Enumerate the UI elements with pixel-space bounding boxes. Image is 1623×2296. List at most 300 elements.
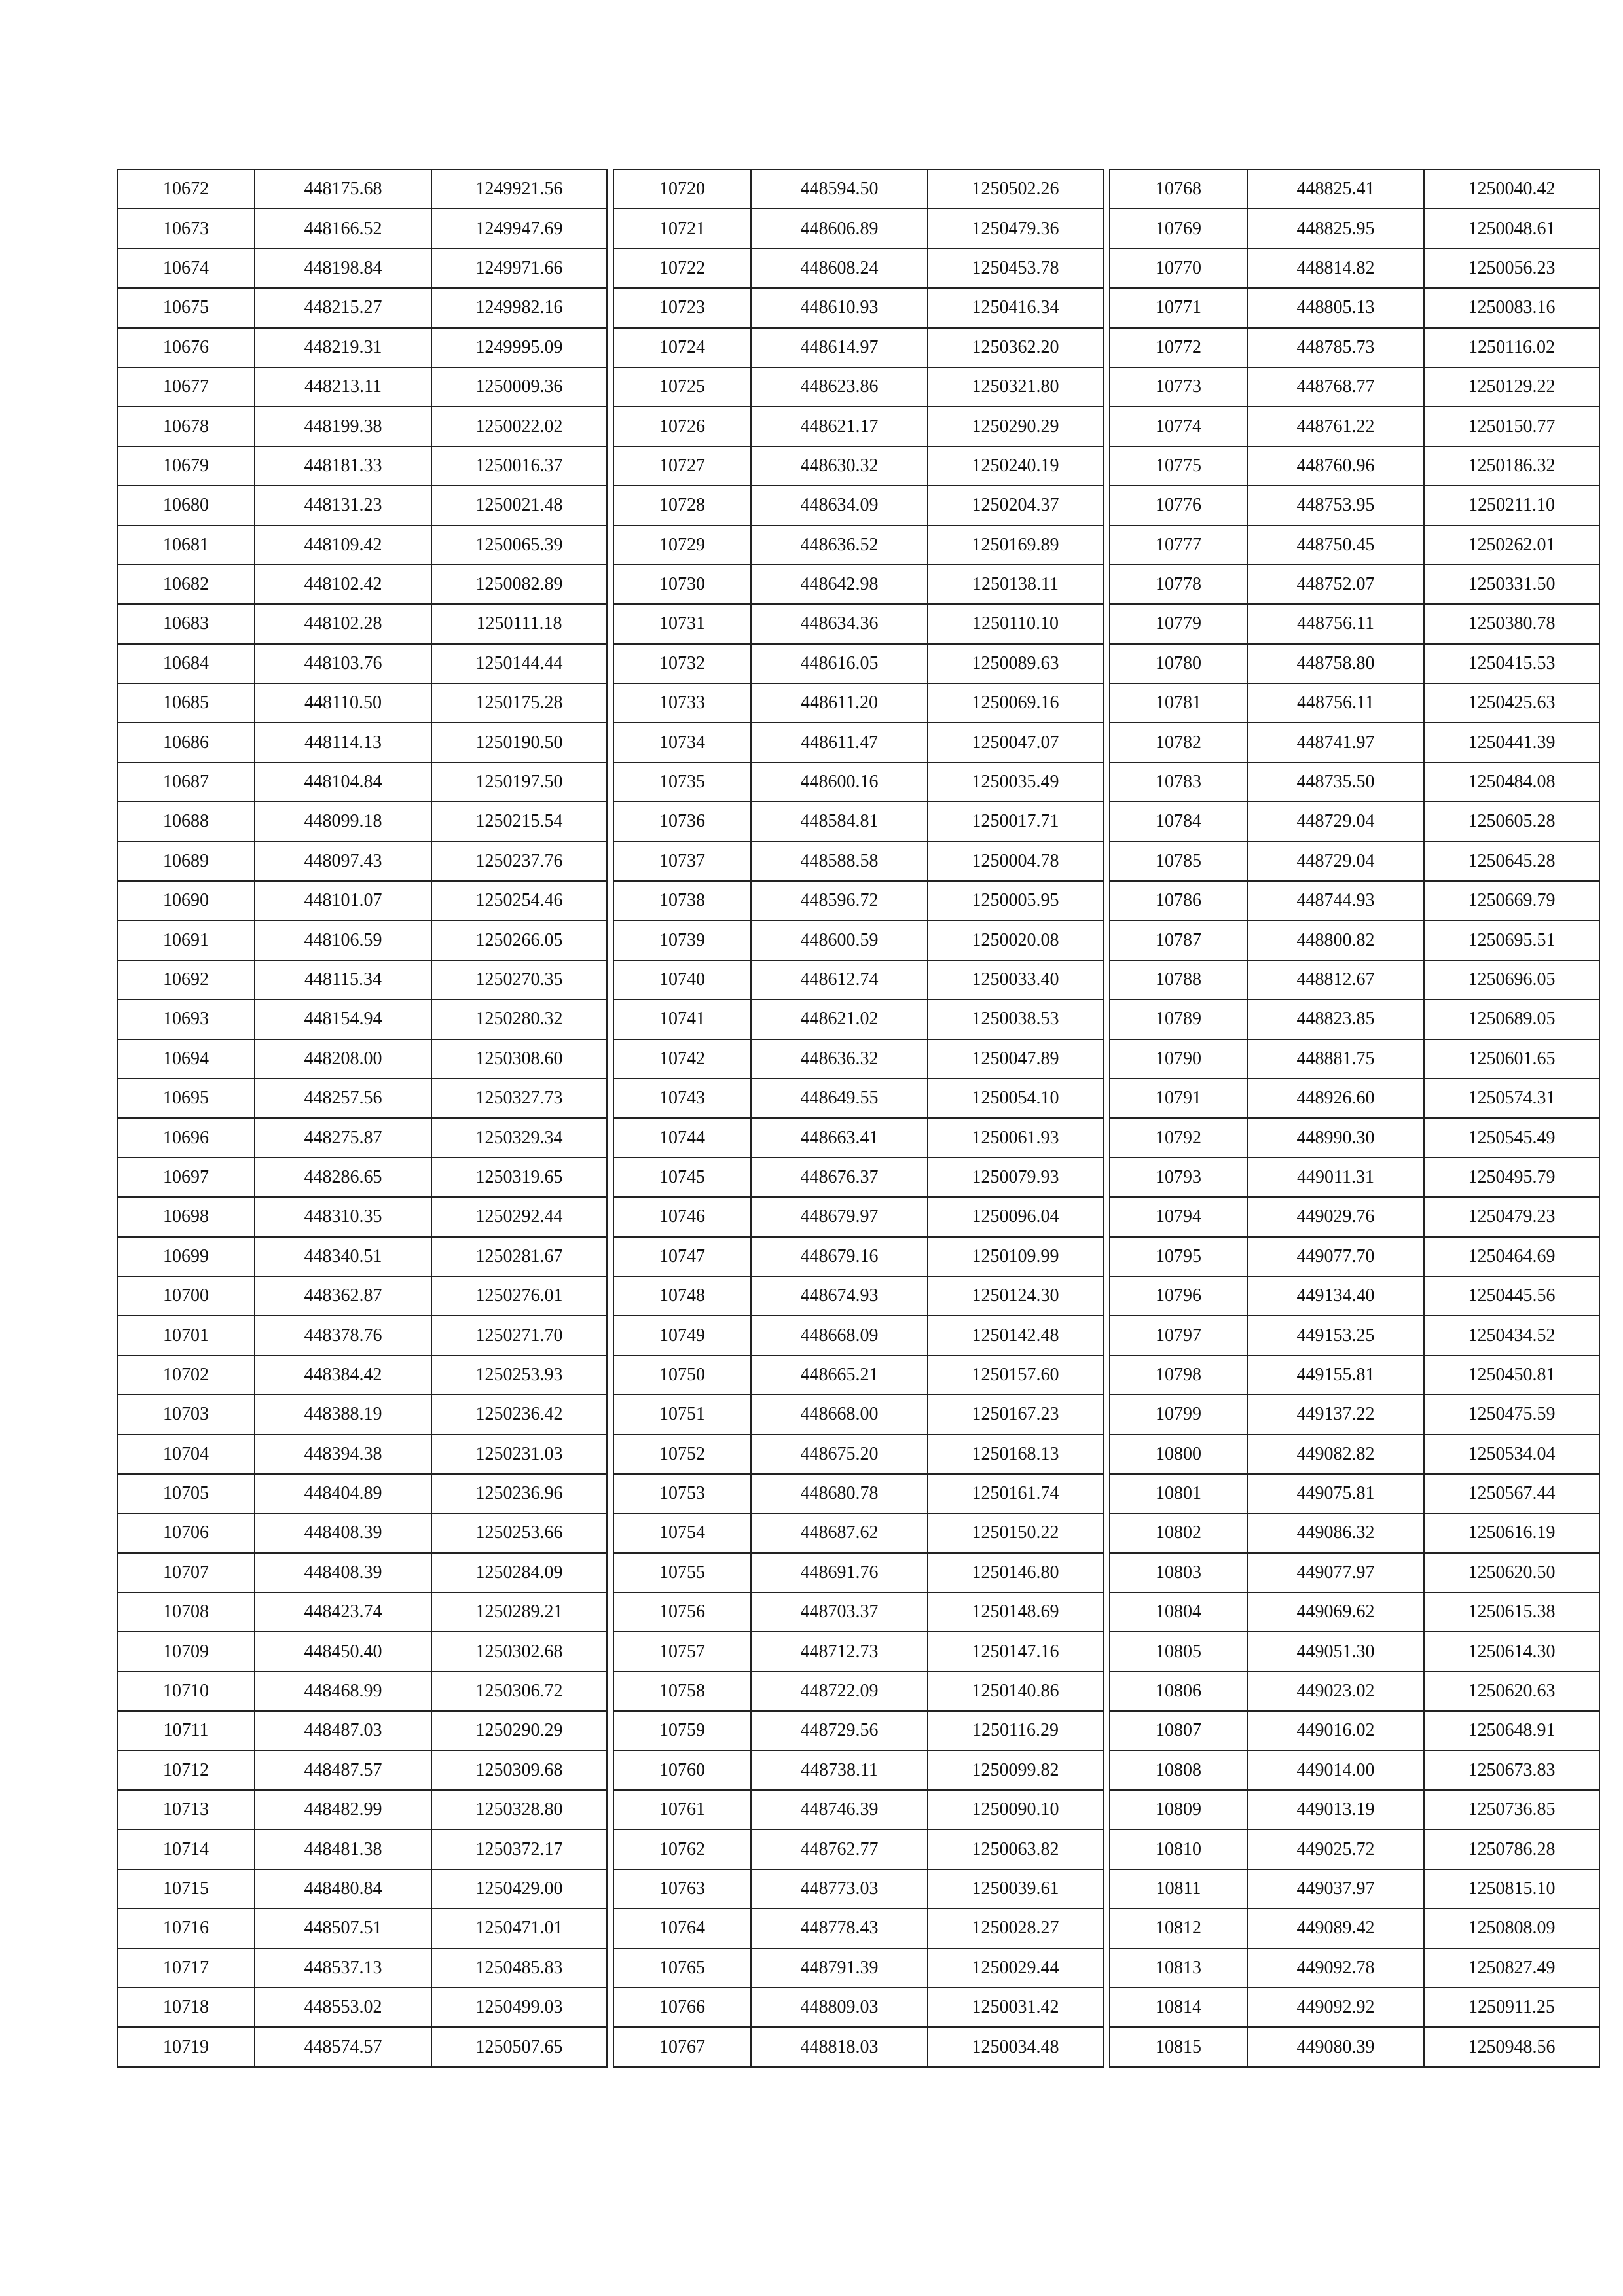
table-row (1110, 1829, 1599, 1869)
y-coordinate-cell: 1250321.80 (928, 367, 1103, 406)
y-coordinate-cell: 1250648.91 (1424, 1711, 1599, 1750)
x-coordinate-cell: 448675.20 (751, 1435, 928, 1474)
point-id-cell: 10673 (117, 209, 255, 248)
y-coordinate-cell: 1250082.89 (431, 565, 607, 604)
table-row (1110, 881, 1599, 920)
x-coordinate-cell: 448468.99 (255, 1672, 431, 1711)
table-row (613, 2027, 1103, 2066)
point-id-cell: 10681 (117, 526, 255, 565)
point-id-cell: 10797 (1110, 1316, 1247, 1355)
y-coordinate-cell: 1250031.42 (928, 1988, 1103, 2027)
x-coordinate-cell: 448104.84 (255, 762, 431, 802)
y-coordinate-cell: 1250169.89 (928, 526, 1103, 565)
table-row (117, 1751, 607, 1790)
y-coordinate-cell: 1250507.65 (431, 2027, 607, 2066)
y-coordinate-cell: 1250415.53 (1424, 644, 1599, 683)
y-coordinate-cell: 1250009.36 (431, 367, 607, 406)
point-id-cell: 10725 (613, 367, 751, 406)
x-coordinate-cell: 449025.72 (1247, 1829, 1424, 1869)
y-coordinate-cell: 1250047.89 (928, 1039, 1103, 1079)
y-coordinate-cell: 1250271.70 (431, 1316, 607, 1355)
y-coordinate-cell: 1250029.44 (928, 1948, 1103, 1988)
x-coordinate-cell: 448103.76 (255, 644, 431, 683)
table-row (613, 406, 1103, 446)
point-id-cell: 10751 (613, 1395, 751, 1434)
y-coordinate-cell: 1249982.16 (431, 288, 607, 327)
point-id-cell: 10813 (1110, 1948, 1247, 1988)
point-id-cell: 10765 (613, 1948, 751, 1988)
x-coordinate-cell: 448668.00 (751, 1395, 928, 1434)
point-id-cell: 10726 (613, 406, 751, 446)
table-row (1110, 565, 1599, 604)
y-coordinate-cell: 1250148.69 (928, 1592, 1103, 1632)
table-row (613, 1355, 1103, 1395)
y-coordinate-cell: 1249921.56 (431, 170, 607, 209)
point-id-cell: 10761 (613, 1790, 751, 1829)
y-coordinate-cell: 1250495.79 (1424, 1158, 1599, 1197)
y-coordinate-cell: 1250645.28 (1424, 842, 1599, 881)
table-row (1110, 1909, 1599, 1948)
x-coordinate-cell: 449023.02 (1247, 1672, 1424, 1711)
y-coordinate-cell: 1250138.11 (928, 565, 1103, 604)
coordinate-tables (117, 169, 1600, 2068)
x-coordinate-cell: 448608.24 (751, 249, 928, 288)
y-coordinate-cell: 1250362.20 (928, 328, 1103, 367)
y-coordinate-cell: 1250022.02 (431, 406, 607, 446)
table-row (613, 999, 1103, 1039)
y-coordinate-cell: 1250445.56 (1424, 1276, 1599, 1316)
table-row (1110, 446, 1599, 486)
y-coordinate-cell: 1250028.27 (928, 1909, 1103, 1948)
table-row (613, 960, 1103, 999)
table-row (117, 1039, 607, 1079)
point-id-cell: 10795 (1110, 1237, 1247, 1276)
y-coordinate-cell: 1250434.52 (1424, 1316, 1599, 1355)
y-coordinate-cell: 1250574.31 (1424, 1079, 1599, 1118)
x-coordinate-cell: 448154.94 (255, 999, 431, 1039)
point-id-cell: 10714 (117, 1829, 255, 1869)
y-coordinate-cell: 1250054.10 (928, 1079, 1103, 1118)
y-coordinate-cell: 1250190.50 (431, 723, 607, 762)
y-coordinate-cell: 1250089.63 (928, 644, 1103, 683)
point-id-cell: 10748 (613, 1276, 751, 1316)
y-coordinate-cell: 1249947.69 (431, 209, 607, 248)
table-row (1110, 1039, 1599, 1079)
x-coordinate-cell: 448131.23 (255, 486, 431, 525)
point-id-cell: 10811 (1110, 1869, 1247, 1909)
point-id-cell: 10803 (1110, 1553, 1247, 1592)
y-coordinate-cell: 1250567.44 (1424, 1474, 1599, 1513)
x-coordinate-cell: 448450.40 (255, 1632, 431, 1671)
point-id-cell: 10802 (1110, 1513, 1247, 1552)
y-coordinate-cell: 1250150.77 (1424, 406, 1599, 446)
x-coordinate-cell: 449092.78 (1247, 1948, 1424, 1988)
x-coordinate-cell: 448825.95 (1247, 209, 1424, 248)
point-id-cell: 10732 (613, 644, 751, 683)
x-coordinate-cell: 448812.67 (1247, 960, 1424, 999)
y-coordinate-cell: 1250231.03 (431, 1435, 607, 1474)
point-id-cell: 10798 (1110, 1355, 1247, 1395)
table-row (613, 723, 1103, 762)
point-id-cell: 10684 (117, 644, 255, 683)
y-coordinate-cell: 1250240.19 (928, 446, 1103, 486)
point-id-cell: 10783 (1110, 762, 1247, 802)
x-coordinate-cell: 449077.97 (1247, 1553, 1424, 1592)
table-row (117, 249, 607, 288)
x-coordinate-cell: 448623.86 (751, 367, 928, 406)
table-row (1110, 1948, 1599, 1988)
y-coordinate-cell: 1250144.44 (431, 644, 607, 683)
x-coordinate-cell: 449029.76 (1247, 1197, 1424, 1236)
point-id-cell: 10709 (117, 1632, 255, 1671)
table-row (117, 1435, 607, 1474)
table-row (1110, 1513, 1599, 1552)
table-row (613, 1948, 1103, 1988)
x-coordinate-cell: 448729.56 (751, 1711, 928, 1750)
point-id-cell: 10785 (1110, 842, 1247, 881)
y-coordinate-cell: 1250827.49 (1424, 1948, 1599, 1988)
x-coordinate-cell: 448663.41 (751, 1118, 928, 1157)
y-coordinate-cell: 1250471.01 (431, 1909, 607, 1948)
x-coordinate-cell: 448785.73 (1247, 328, 1424, 367)
table-row (1110, 2027, 1599, 2066)
table-row (117, 842, 607, 881)
y-coordinate-cell: 1250047.07 (928, 723, 1103, 762)
point-id-cell: 10792 (1110, 1118, 1247, 1157)
point-id-cell: 10699 (117, 1237, 255, 1276)
x-coordinate-cell: 448482.99 (255, 1790, 431, 1829)
point-id-cell: 10770 (1110, 249, 1247, 288)
point-id-cell: 10707 (117, 1553, 255, 1592)
y-coordinate-cell: 1250110.10 (928, 604, 1103, 643)
point-id-cell: 10757 (613, 1632, 751, 1671)
x-coordinate-cell: 448408.39 (255, 1513, 431, 1552)
y-coordinate-cell: 1250331.50 (1424, 565, 1599, 604)
table-row (117, 1553, 607, 1592)
table-row (117, 1474, 607, 1513)
x-coordinate-cell: 448823.85 (1247, 999, 1424, 1039)
y-coordinate-cell: 1250099.82 (928, 1751, 1103, 1790)
y-coordinate-cell: 1250416.34 (928, 288, 1103, 327)
table-row (1110, 288, 1599, 327)
table-row (613, 762, 1103, 802)
point-id-cell: 10781 (1110, 683, 1247, 723)
y-coordinate-cell: 1250429.00 (431, 1869, 607, 1909)
point-id-cell: 10685 (117, 683, 255, 723)
point-id-cell: 10713 (117, 1790, 255, 1829)
table-row (1110, 209, 1599, 248)
x-coordinate-cell: 448110.50 (255, 683, 431, 723)
point-id-cell: 10679 (117, 446, 255, 486)
y-coordinate-cell: 1250065.39 (431, 526, 607, 565)
x-coordinate-cell: 448109.42 (255, 526, 431, 565)
point-id-cell: 10742 (613, 1039, 751, 1079)
x-coordinate-cell: 449016.02 (1247, 1711, 1424, 1750)
point-id-cell: 10719 (117, 2027, 255, 2066)
x-coordinate-cell: 448423.74 (255, 1592, 431, 1632)
x-coordinate-cell: 448614.97 (751, 328, 928, 367)
y-coordinate-cell: 1250534.04 (1424, 1435, 1599, 1474)
x-coordinate-cell: 448621.02 (751, 999, 928, 1039)
table-row (613, 842, 1103, 881)
table-row (117, 881, 607, 920)
point-id-cell: 10772 (1110, 328, 1247, 367)
table-row (117, 1909, 607, 1948)
point-id-cell: 10739 (613, 920, 751, 960)
y-coordinate-cell: 1250327.73 (431, 1079, 607, 1118)
point-id-cell: 10775 (1110, 446, 1247, 486)
x-coordinate-cell: 448175.68 (255, 170, 431, 209)
x-coordinate-cell: 448761.22 (1247, 406, 1424, 446)
x-coordinate-cell: 448634.09 (751, 486, 928, 525)
point-id-cell: 10788 (1110, 960, 1247, 999)
point-id-cell: 10746 (613, 1197, 751, 1236)
table-row (1110, 1316, 1599, 1355)
x-coordinate-cell: 448310.35 (255, 1197, 431, 1236)
y-coordinate-cell: 1250696.05 (1424, 960, 1599, 999)
table-row (1110, 1632, 1599, 1671)
x-coordinate-cell: 448610.93 (751, 288, 928, 327)
y-coordinate-cell: 1250161.74 (928, 1474, 1103, 1513)
coordinate-table-2 (613, 169, 1104, 2068)
point-id-cell: 10796 (1110, 1276, 1247, 1316)
y-coordinate-cell: 1250484.08 (1424, 762, 1599, 802)
coordinate-table-1 (117, 169, 608, 2068)
table-row (613, 446, 1103, 486)
x-coordinate-cell: 448778.43 (751, 1909, 928, 1948)
table-row (613, 920, 1103, 960)
x-coordinate-cell: 448480.84 (255, 1869, 431, 1909)
table-row (613, 1158, 1103, 1197)
table-row (117, 1355, 607, 1395)
point-id-cell: 10793 (1110, 1158, 1247, 1197)
y-coordinate-cell: 1250211.10 (1424, 486, 1599, 525)
y-coordinate-cell: 1250948.56 (1424, 2027, 1599, 2066)
table-row (117, 170, 607, 209)
table-row (1110, 1751, 1599, 1790)
x-coordinate-cell: 449080.39 (1247, 2027, 1424, 2066)
x-coordinate-cell: 448636.52 (751, 526, 928, 565)
table-row (1110, 1435, 1599, 1474)
point-id-cell: 10764 (613, 1909, 751, 1948)
point-id-cell: 10718 (117, 1988, 255, 2027)
point-id-cell: 10711 (117, 1711, 255, 1750)
y-coordinate-cell: 1250147.16 (928, 1632, 1103, 1671)
x-coordinate-cell: 448553.02 (255, 1988, 431, 2027)
table-row (1110, 842, 1599, 881)
x-coordinate-cell: 448507.51 (255, 1909, 431, 1948)
x-coordinate-cell: 448611.47 (751, 723, 928, 762)
x-coordinate-cell: 448594.50 (751, 170, 928, 209)
x-coordinate-cell: 448738.11 (751, 1751, 928, 1790)
x-coordinate-cell: 448388.19 (255, 1395, 431, 1434)
x-coordinate-cell: 448404.89 (255, 1474, 431, 1513)
point-id-cell: 10774 (1110, 406, 1247, 446)
table-row (117, 1672, 607, 1711)
x-coordinate-cell: 449155.81 (1247, 1355, 1424, 1395)
x-coordinate-cell: 449014.00 (1247, 1751, 1424, 1790)
y-coordinate-cell: 1250111.18 (431, 604, 607, 643)
table-row (613, 1435, 1103, 1474)
x-coordinate-cell: 448712.73 (751, 1632, 928, 1671)
y-coordinate-cell: 1250615.38 (1424, 1592, 1599, 1632)
table-row (1110, 762, 1599, 802)
x-coordinate-cell: 448115.34 (255, 960, 431, 999)
y-coordinate-cell: 1250815.10 (1424, 1869, 1599, 1909)
table-row (613, 1079, 1103, 1118)
y-coordinate-cell: 1250039.61 (928, 1869, 1103, 1909)
table-row (117, 683, 607, 723)
point-id-cell: 10696 (117, 1118, 255, 1157)
table-row (117, 1237, 607, 1276)
table-row (117, 1079, 607, 1118)
y-coordinate-cell: 1250290.29 (928, 406, 1103, 446)
point-id-cell: 10741 (613, 999, 751, 1039)
point-id-cell: 10809 (1110, 1790, 1247, 1829)
x-coordinate-cell: 448756.11 (1247, 604, 1424, 643)
point-id-cell: 10766 (613, 1988, 751, 2027)
x-coordinate-cell: 448362.87 (255, 1276, 431, 1316)
point-id-cell: 10727 (613, 446, 751, 486)
y-coordinate-cell: 1250502.26 (928, 170, 1103, 209)
x-coordinate-cell: 448722.09 (751, 1672, 928, 1711)
x-coordinate-cell: 448679.97 (751, 1197, 928, 1236)
table-row (117, 1790, 607, 1829)
y-coordinate-cell: 1250262.01 (1424, 526, 1599, 565)
point-id-cell: 10697 (117, 1158, 255, 1197)
table-row (613, 1988, 1103, 2027)
y-coordinate-cell: 1250040.42 (1424, 170, 1599, 209)
x-coordinate-cell: 448825.41 (1247, 170, 1424, 209)
x-coordinate-cell: 448642.98 (751, 565, 928, 604)
point-id-cell: 10779 (1110, 604, 1247, 643)
x-coordinate-cell: 448800.82 (1247, 920, 1424, 960)
table-row (1110, 1158, 1599, 1197)
y-coordinate-cell: 1250309.68 (431, 1751, 607, 1790)
table-row (117, 1829, 607, 1869)
y-coordinate-cell: 1250150.22 (928, 1513, 1103, 1552)
table-row (1110, 249, 1599, 288)
x-coordinate-cell: 448691.76 (751, 1553, 928, 1592)
point-id-cell: 10692 (117, 960, 255, 999)
x-coordinate-cell: 449077.70 (1247, 1237, 1424, 1276)
point-id-cell: 10724 (613, 328, 751, 367)
point-id-cell: 10680 (117, 486, 255, 525)
point-id-cell: 10801 (1110, 1474, 1247, 1513)
x-coordinate-cell: 448114.13 (255, 723, 431, 762)
point-id-cell: 10771 (1110, 288, 1247, 327)
point-id-cell: 10672 (117, 170, 255, 209)
y-coordinate-cell: 1250601.65 (1424, 1039, 1599, 1079)
x-coordinate-cell: 448634.36 (751, 604, 928, 643)
point-id-cell: 10674 (117, 249, 255, 288)
x-coordinate-cell: 448099.18 (255, 802, 431, 841)
table-row (613, 1592, 1103, 1632)
x-coordinate-cell: 448809.03 (751, 1988, 928, 2027)
table-row (117, 762, 607, 802)
x-coordinate-cell: 448340.51 (255, 1237, 431, 1276)
x-coordinate-cell: 448611.20 (751, 683, 928, 723)
x-coordinate-cell: 448257.56 (255, 1079, 431, 1118)
point-id-cell: 10708 (117, 1592, 255, 1632)
table-row (117, 526, 607, 565)
point-id-cell: 10735 (613, 762, 751, 802)
point-id-cell: 10716 (117, 1909, 255, 1948)
point-id-cell: 10745 (613, 1158, 751, 1197)
table-row (613, 1553, 1103, 1592)
x-coordinate-cell: 449013.19 (1247, 1790, 1424, 1829)
y-coordinate-cell: 1250096.04 (928, 1197, 1103, 1236)
x-coordinate-cell: 449089.42 (1247, 1909, 1424, 1948)
x-coordinate-cell: 448744.93 (1247, 881, 1424, 920)
y-coordinate-cell: 1250129.22 (1424, 367, 1599, 406)
point-id-cell: 10747 (613, 1237, 751, 1276)
table-row (117, 1158, 607, 1197)
point-id-cell: 10754 (613, 1513, 751, 1552)
y-coordinate-cell: 1250063.82 (928, 1829, 1103, 1869)
point-id-cell: 10704 (117, 1435, 255, 1474)
y-coordinate-cell: 1250736.85 (1424, 1790, 1599, 1829)
point-id-cell: 10706 (117, 1513, 255, 1552)
y-coordinate-cell: 1250319.65 (431, 1158, 607, 1197)
table-row (1110, 920, 1599, 960)
y-coordinate-cell: 1250116.29 (928, 1711, 1103, 1750)
x-coordinate-cell: 448213.11 (255, 367, 431, 406)
table-row (117, 1513, 607, 1552)
point-id-cell: 10752 (613, 1435, 751, 1474)
y-coordinate-cell: 1250109.99 (928, 1237, 1103, 1276)
y-coordinate-cell: 1250479.36 (928, 209, 1103, 248)
table-row (117, 604, 607, 643)
table-row (1110, 1672, 1599, 1711)
table-row (117, 1869, 607, 1909)
y-coordinate-cell: 1250236.42 (431, 1395, 607, 1434)
y-coordinate-cell: 1250266.05 (431, 920, 607, 960)
table-row (1110, 644, 1599, 683)
x-coordinate-cell: 448674.93 (751, 1276, 928, 1316)
table-row (1110, 1592, 1599, 1632)
x-coordinate-cell: 448606.89 (751, 209, 928, 248)
point-id-cell: 10686 (117, 723, 255, 762)
point-id-cell: 10703 (117, 1395, 255, 1434)
table-row (1110, 802, 1599, 841)
x-coordinate-cell: 448600.16 (751, 762, 928, 802)
y-coordinate-cell: 1250236.96 (431, 1474, 607, 1513)
table-row (613, 565, 1103, 604)
x-coordinate-cell: 448487.03 (255, 1711, 431, 1750)
table-row (117, 802, 607, 841)
x-coordinate-cell: 448680.78 (751, 1474, 928, 1513)
y-coordinate-cell: 1250090.10 (928, 1790, 1103, 1829)
x-coordinate-cell: 448746.39 (751, 1790, 928, 1829)
x-coordinate-cell: 448735.50 (1247, 762, 1424, 802)
y-coordinate-cell: 1250035.49 (928, 762, 1103, 802)
y-coordinate-cell: 1250441.39 (1424, 723, 1599, 762)
x-coordinate-cell: 448729.04 (1247, 802, 1424, 841)
point-id-cell: 10782 (1110, 723, 1247, 762)
y-coordinate-cell: 1250620.50 (1424, 1553, 1599, 1592)
x-coordinate-cell: 448668.09 (751, 1316, 928, 1355)
y-coordinate-cell: 1250499.03 (431, 1988, 607, 2027)
y-coordinate-cell: 1250253.93 (431, 1355, 607, 1395)
y-coordinate-cell: 1250786.28 (1424, 1829, 1599, 1869)
x-coordinate-cell: 448741.97 (1247, 723, 1424, 762)
y-coordinate-cell: 1250140.86 (928, 1672, 1103, 1711)
y-coordinate-cell: 1250021.48 (431, 486, 607, 525)
y-coordinate-cell: 1250048.61 (1424, 209, 1599, 248)
point-id-cell: 10790 (1110, 1039, 1247, 1079)
table-row (1110, 328, 1599, 367)
